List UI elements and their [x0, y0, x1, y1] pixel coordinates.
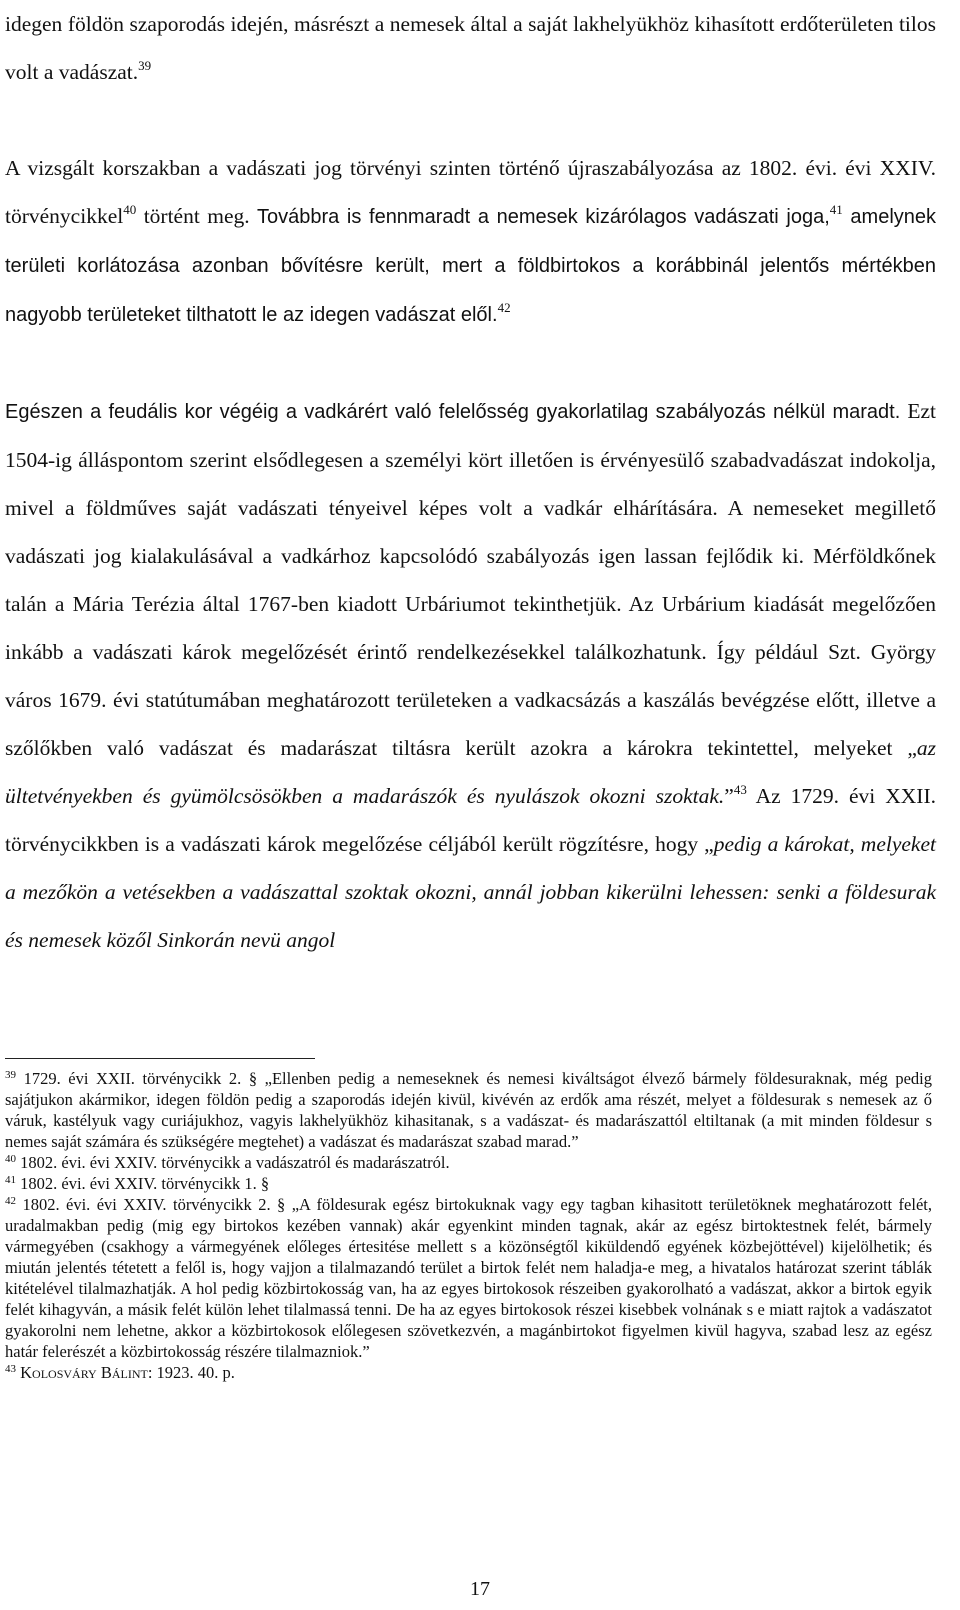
- paragraph-3-text-4: Az 1729. évi XXII. törvénycikkben is a vadászati károk megelőzése céljából került rögzítésre, hogy „: [5, 784, 936, 856]
- quote-1: az ültetvényekben és gyümölcsösökben a madarászók és nyulászok okozni szoktak.: [5, 736, 936, 808]
- footnote-ref-40: 40: [123, 202, 137, 217]
- footnote-ref-39: 39: [138, 58, 152, 73]
- quote-2: pedig a károkat, melyeket a mezőkön a vetésekben a vadászattal szoktak okozni, annál jobban kikerülni lehessen: senki a földesurak és nemesek közől Sinkorán nevü angol: [5, 832, 936, 952]
- paragraph-2-text-2: történt meg.: [136, 204, 250, 228]
- footnote-separator: [5, 1058, 315, 1059]
- footnote-43: [5, 1362, 932, 1383]
- footnote-ref-41: 41: [829, 202, 843, 217]
- footnote-text: 1802. évi. évi XXIV. törvénycikk a vadászatról és madarászatról.: [20, 1153, 450, 1172]
- paragraph-1: [5, 0, 936, 96]
- footnote-ref-43: 43: [733, 782, 747, 797]
- paragraph-3-text-2: Ezt 1504-ig álláspontom szerint elsődlegesen a személyi kört illetően is érvényesülő szabadvadászat indokolja, mivel a földműves saját vadászati tényeivel képes volt a vadkár elhárítására. A nemeseket megillető vadászati jog kialakulásával a vadkárhoz kapcsolódó szabályozás igen lassan fejlődik ki. Mérföldkőnek talán a Mária Terézia által 1767-ben kiadott Urbáriumot tekinthetjük. Az Urbárium kiadását megelőzően inkább a vadászati károk megelőzését érintő rendelkezésekkel találkozhatunk. Így például Szt. György város 1679. évi statútumában meghatározott területeken a vadkacsázás a kaszálás bevégzése előtt, illetve a szőlőkben való vadászat és madarászat tiltásra került azokra a károkra tekintettel, melyeket „: [5, 399, 937, 760]
- footnote-text: : 1923. 40. p.: [147, 1363, 235, 1382]
- footnote-number: 42: [5, 1195, 16, 1207]
- footnote-ref-42: 42: [497, 300, 511, 315]
- footnote-text: 1802. évi. évi XXIV. törvénycikk 2. § „A földesurak egész birtokuknak vagy egy tagban kihasitott területöknek meghatározott felét, uradalmakban pedig (mig egy birtokos kezében vannak) akár egyenkint minden tagnak, akár az egész birtoktestnek felét, bármely vármegyében (csakhogy a vármegyének előleges értesitése mellett s a közönségtől kiküldendő egyének közbejöttével) kijelölhetik; és miután jelentés tétetett a felől is, hogy vajjon a tilalmazandó terület a birtok felét nem haladja-e meg, a hivatalos határozat szerint táblák kitételével tilalmazhatják. A hol pedig közbirtokosság van, ha az egyes birtokosok részeiben gyakorolható a vadászat, akkor a birtok egyik felét kihagyván, a másik felét külön lehet tilalmassá tenni. De ha az egyes birtokosok részei kisebbek volnának s e miatt rajtok a vadászatot gyakorolni nem lehetne, akkor a közbirtokosok előlegesen szövetkezvén, a magánbirtokot figyelmen kivül hagyva, szabad lesz az egész határ felerészét a közbirtokosság részére tilalmazniok.”: [5, 1195, 932, 1361]
- footnotes: [5, 1068, 932, 1383]
- paragraph-2-text-3: Továbbra is fennmaradt a nemesek kizárólagos vadászati joga,: [249, 206, 830, 228]
- paragraph-3: [5, 387, 936, 964]
- paragraph-2-text-1: A vizsgált korszakban a vadászati jog törvényi szinten történő újraszabályozása az 1802. évi. évi XXIV. törvénycikkel: [5, 156, 936, 228]
- main-text: [5, 0, 936, 964]
- paragraph-1-text: idegen földön szaporodás idején, másrészt a nemesek által a saját lakhelyükhöz kihasított erdőterületen tilos volt a vadászat.: [5, 12, 936, 84]
- footnote-41: [5, 1173, 932, 1194]
- footnote-number: 41: [5, 1174, 16, 1186]
- paragraph-2-text-4: amelynek területi korlátozása azonban bővítésre került, mert a földbirtokos a korábbinál jelentős mértékben nagyobb területeket tilthatott le az idegen vadászat elől.: [5, 206, 937, 326]
- paragraph-gap: [5, 96, 936, 144]
- footnote-number: 43: [5, 1363, 16, 1375]
- footnote-40: [5, 1152, 932, 1173]
- footnote-text: 1802. évi. évi XXIV. törvénycikk 1. §: [20, 1174, 270, 1193]
- quote-close: ”: [724, 784, 734, 808]
- footnote-number: 39: [5, 1069, 16, 1081]
- page-number: 17: [470, 1578, 490, 1600]
- paragraph-3-text-1: Egészen a feudális kor végéig a vadkárért való felelősség gyakorlatilag szabályozás nélkül maradt.: [5, 401, 901, 423]
- footnote-number: 40: [5, 1153, 16, 1165]
- footnote-39: [5, 1068, 932, 1152]
- paragraph-2: [5, 144, 936, 339]
- footnote-text: 1729. évi XXII. törvénycikk 2. § „Ellenben pedig a nemeseknek és nemesi kiváltságot élvező bármely földesuraknak, még pedig sajátjukon akármikor, idegen földön pedig a szaporodás idején kivül, kivévén az erdők ama részét, melyet a földesurak s nemesek az ő váruk, kastélyuk vagy curiájukhoz, vagyis lakhelyükhöz kihasitanak, s a vadászat- és madarászattól eltiltanak (a mit minden földesur s nemes saját számára és szükségére megtehet) a vadászat és madarászat szabad marad.”: [5, 1069, 933, 1151]
- footnote-author: Kolosváry Bálint: [20, 1363, 148, 1382]
- paragraph-gap: [5, 339, 936, 387]
- footnote-42: [5, 1194, 932, 1362]
